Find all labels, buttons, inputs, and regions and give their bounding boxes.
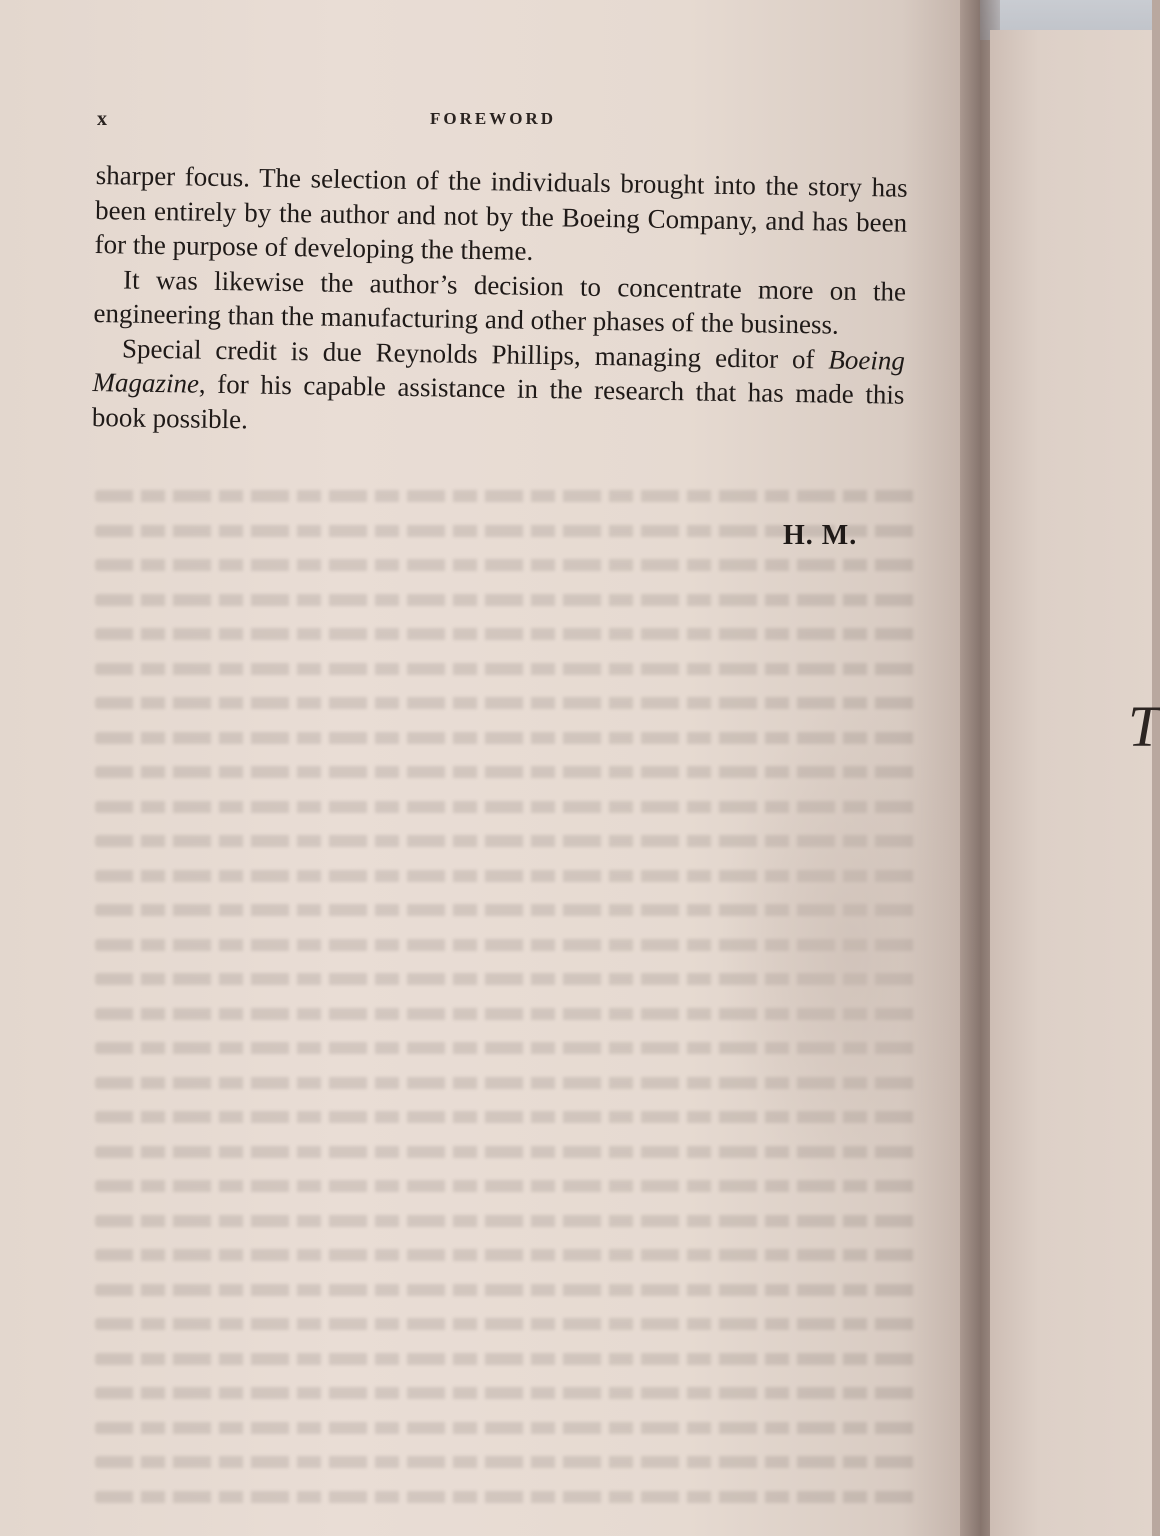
paragraph-3-before: Special credit is due Reynolds Phillips, managing editor of: [121, 332, 829, 375]
paragraph-3: [92, 330, 906, 446]
author-initials: H. M.: [783, 520, 858, 551]
paragraph-2: It was likewise the author’s decision to concentrate more on the engineering than the manufacturing and other phases of the business.: [93, 263, 907, 340]
page-shadow: [720, 700, 980, 1200]
paragraph-1: sharper focus. The selection of the individuals brought into the story has been entirely by the author and not by the Boeing Company, and has been for the purpose of developing the theme.: [94, 159, 908, 266]
page-number: x: [97, 108, 108, 130]
magazine-title: Boeing Magazine: [92, 344, 906, 399]
foreword-body: [92, 158, 908, 447]
running-head: FOREWORD: [430, 109, 556, 128]
paragraph-3-after: , for his capable assistance in the research that has made this book possible.: [91, 368, 905, 434]
right-page: [990, 30, 1160, 1536]
facing-page-initial: T: [1128, 694, 1160, 759]
